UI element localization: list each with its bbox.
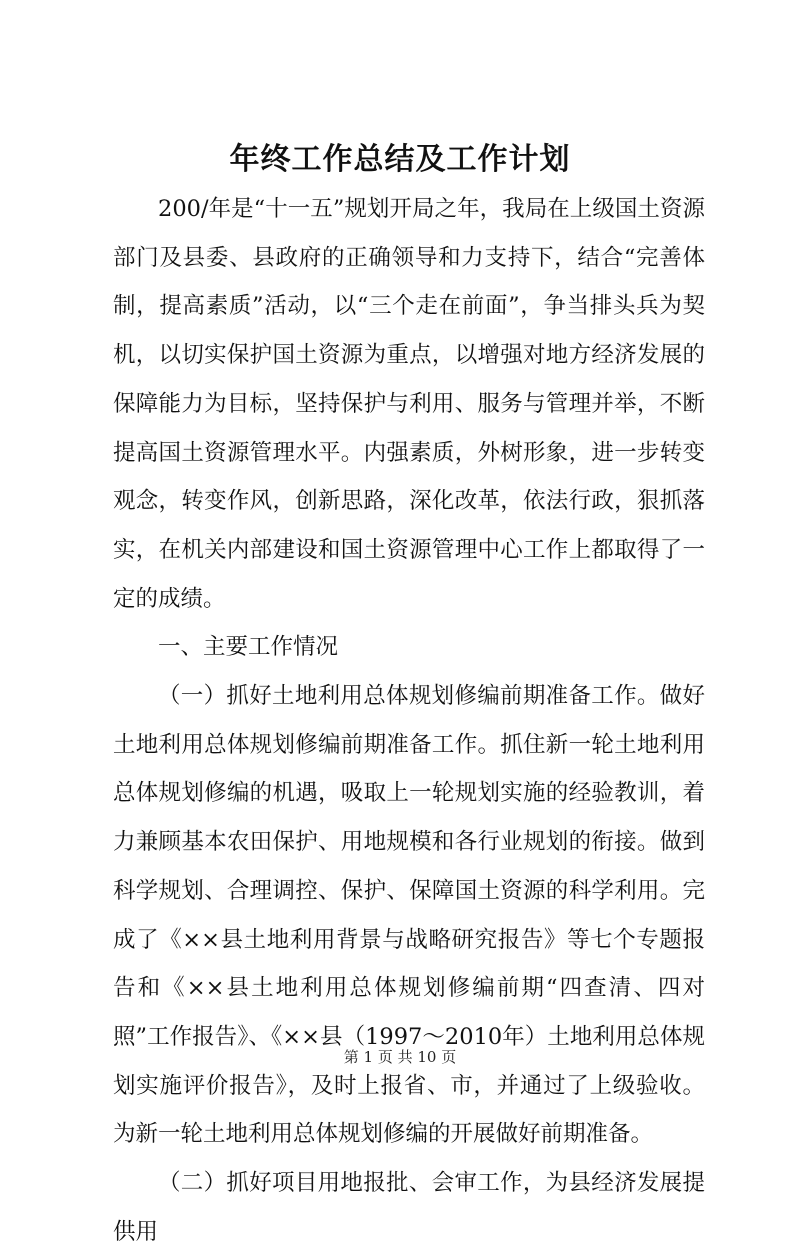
intro-paragraph: 200/年是“十一五”规划开局之年，我局在上级国土资源部门及县委、县政府的正确领导和力支持下，结合“完善体制，提高素质”活动，以“三个走在前面”，争当排头兵为契机，以切实保护国土资源为重点，以增强对地方经济发展的保障能力为目标，坚持保护与利用、服务与管理并举，不断提高国土资源管理水平。内强素质，外树形象，进一步转变观念，转变作风，创新思路，深化改革，依法行政，狠抓落实，在机关内部建设和国土资源管理中心工作上都取得了一定的成绩。 [113, 196, 705, 612]
paragraph-land-planning: （一）抓好土地利用总体规划修编前期准备工作。做好土地利用总体规划修编前期准备工作。抓住新一轮土地利用总体规划修编的机遇，吸取上一轮规划实施的经验教训，着力兼顾基本农田保护、用地规模和各行业规划的衔接。做到科学规划、合理调控、保护、保障国土资源的科学利用。完成了《××县土地利用背景与战略研究报告》等七个专题报告和《××县土地利用总体规划修编前期“四查清、四对照”工作报告》、《××县（1997～2010年）土地利用总体规划实施评价报告》，及时上报省、市，并通过了上级验收。为新一轮土地利用总体规划修编的开展做好前期准备。 [113, 683, 705, 1148]
document-title: 年终工作总结及工作计划 [229, 142, 571, 177]
section-heading-main-work: 一、主要工作情况 [158, 634, 339, 661]
paragraph-project-approval: （二）抓好项目用地报批、会审工作，为县经济发展提供用 [113, 1170, 705, 1245]
document-body [113, 185, 705, 1256]
page-number-footer: 第 1 页 共 10 页 [343, 1048, 457, 1066]
